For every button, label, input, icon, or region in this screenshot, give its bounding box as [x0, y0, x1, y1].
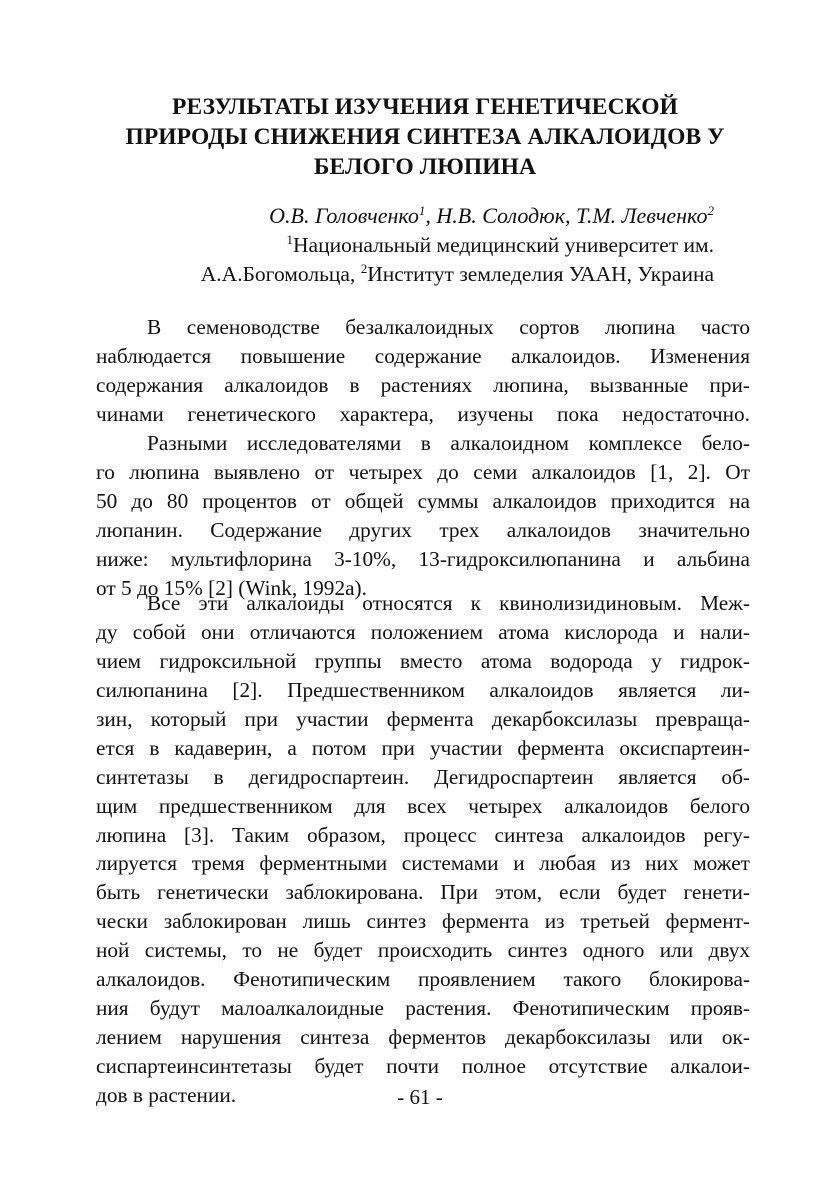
affiliation-text: Национальный медицинский университет им.	[293, 233, 714, 257]
text-line: люпина [3]. Таким образом, процесс синтеза алкалоидов регу-	[96, 822, 750, 847]
title-line: РЕЗУЛЬТАТЫ ИЗУЧЕНИЯ ГЕНЕТИЧЕСКОЙ	[172, 94, 678, 120]
title-line: БЕЛОГО ЛЮПИНА	[313, 154, 537, 180]
affiliation-marker: 1	[418, 203, 426, 218]
text-line: от 5 до 15% [2] (Wink, 1992a).	[96, 575, 367, 600]
text-line: быть генетически заблокирована. При этом, если будет генети-	[96, 880, 750, 905]
text-line: Разными исследователями в алкалоидном комплексе бело-	[147, 431, 750, 455]
authors-line	[100, 201, 714, 231]
text-line: сиспартеинсинтетазы будет почти полное отсутствие алкалои-	[96, 1054, 750, 1078]
text-line: щим предшественником для всех четырех алкалоидов белого	[96, 793, 750, 818]
text-line: го люпина выявлено от четырех до семи алкалоидов [1, 2]. От	[96, 459, 750, 484]
text-line: содержания алкалоидов в растениях люпина, вызванные при-	[96, 372, 750, 397]
affiliation-text: Институт земледелия УААН, Украина	[367, 262, 714, 286]
affiliation-text: А.А.Богомольца,	[200, 262, 361, 286]
text-line: ния будут малоалкалоидные растения. Фенотипическим прояв-	[96, 996, 750, 1021]
text-line: дов в растении.	[96, 1082, 237, 1107]
text-line: ной системы, то не будет происходить синтез одного или двух	[96, 938, 750, 963]
paragraph	[96, 589, 750, 1110]
paragraph	[96, 429, 750, 603]
text-line: лируется тремя ферментными системами и любая из них может	[96, 851, 750, 876]
title-line: ПРИРОДЫ СНИЖЕНИЯ СИНТЕЗА АЛКАЛОИДОВ У	[125, 124, 725, 150]
text-line: алкалоидов. Фенотипическим проявлением такого блокирова-	[96, 967, 750, 992]
author-names: , Н.В. Солодюк, Т.М. Левченко	[425, 203, 708, 228]
affiliation-line	[100, 259, 714, 289]
text-line: наблюдается повышение содержание алкалоидов. Изменения	[96, 343, 750, 368]
page-number: - 61 -	[397, 1085, 443, 1109]
author-name: О.В. Головченко	[269, 203, 419, 228]
affiliation-marker: 2	[707, 203, 714, 218]
text-line: 50 до 80 процентов от общей суммы алкалоидов приходится на	[96, 488, 750, 513]
affiliation-marker: 2	[360, 261, 368, 276]
text-line: В семеноводстве безалкалоидных сортов люпина часто	[147, 315, 750, 339]
text-line: ниже: мультифлорина 3-10%, 13-гидроксилюпанина и альбина	[96, 546, 750, 571]
text-line: силюпанина [2]. Предшественником алкалоидов является ли-	[96, 677, 750, 702]
text-line: синтетазы в дегидроспартеин. Дегидроспартеин является об-	[96, 764, 750, 789]
text-line: чием гидроксильной группы вместо атома водорода у гидрок-	[96, 648, 750, 673]
text-line: люпанин. Содержание других трех алкалоидов значительно	[96, 517, 750, 542]
text-line: ется в кадаверин, а потом при участии фермента оксиспартеин-	[96, 735, 750, 760]
text-line: чески заблокирован лишь синтез фермента из третьей фермент-	[96, 909, 750, 934]
affiliation-marker: 1	[286, 232, 294, 247]
text-line: ду собой они отличаются положением атома кислорода и нали-	[96, 619, 750, 644]
text-line: Все эти алкалоиды относятся к квинолизидиновым. Меж-	[147, 591, 750, 615]
affiliation-line	[100, 230, 714, 260]
text-line: зин, который при участии фермента декарбоксилазы превраща-	[96, 706, 750, 731]
text-line: лением нарушения синтеза ферментов декарбоксилазы или ок-	[96, 1025, 750, 1050]
article-title	[100, 92, 750, 182]
paragraph	[96, 313, 750, 429]
text-line: чинами генетического характера, изучены пока недостаточно.	[96, 401, 750, 426]
